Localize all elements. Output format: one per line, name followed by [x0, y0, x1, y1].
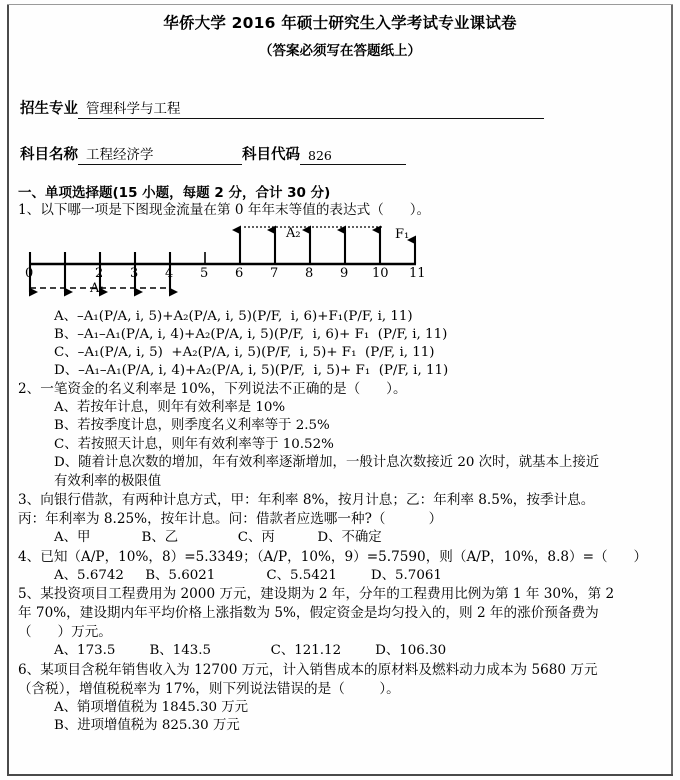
- tick-label-0: 0: [25, 265, 34, 281]
- question-2-option-c: C、若按照天计息，则年有效利率等于 10.52%: [54, 436, 334, 452]
- tick-label-9: 9: [340, 265, 349, 281]
- major-value: 管理科学与工程: [78, 97, 544, 119]
- field-row-subject: [16, 143, 664, 165]
- question-3-stem-cont: 丙：年利率为 8.25%，按年计息。问：借款者应选哪一种?（ ）: [18, 511, 443, 528]
- tick-label-6: 6: [235, 265, 244, 281]
- question-2-option-d-cont: 有效利率的极限值: [54, 473, 162, 489]
- tick-label-8: 8: [305, 265, 314, 281]
- subject-label: 科目名称: [20, 146, 78, 163]
- page-border-right: [671, 4, 673, 776]
- tick-label-5: 5: [200, 265, 209, 281]
- question-2-option-b: B、若按季度计息，则季度名义利率等于 2.5%: [54, 418, 330, 434]
- timeline-ticks: [30, 252, 415, 264]
- question-5-stem-cont: 年 70%，建设期内年平均价格上涨指数为 5%，假定资金是均匀投入的，则 2 年的涨价预备费为: [18, 605, 599, 622]
- label-inflow-a2: A₂: [286, 225, 301, 241]
- tick-label-2: 2: [95, 265, 104, 281]
- code-label: 科目代码: [242, 146, 300, 163]
- page-content: [16, 0, 664, 780]
- tick-label-7: 7: [270, 265, 279, 281]
- label-future-f1: F₁: [395, 226, 410, 242]
- code-value: 826: [300, 148, 406, 165]
- exam-subtitle: （答案必须写在答题纸上）: [259, 42, 421, 59]
- question-6-stem: 6、某项目含税年销售收入为 12700 万元，计入销售成本的原材料及燃料动力成本为 5680 万元: [18, 661, 598, 678]
- tick-label-3: 3: [130, 265, 139, 281]
- question-6-option-a: A、销项增值税为 1845.30 万元: [54, 699, 249, 715]
- cash-flow-timeline-svg: [16, 222, 436, 308]
- question-5-options: A、173.5 B、143.5 C、121.12 D、106.30: [54, 643, 447, 659]
- inflow-arrows: [240, 230, 380, 264]
- question-1-option-d: D、–A₁–A₁(P/A, i, 4)+A₂(P/A, i, 5)(P/F, i, 5)+ F₁ (P/F, i, 11): [54, 362, 449, 378]
- question-4-options: A、5.6742 B、5.6021 C、5.5421 D、5.7061: [54, 567, 442, 583]
- page-border-left: [7, 4, 9, 776]
- label-outflow-a1: A₁: [90, 280, 105, 296]
- field-row-major: [16, 97, 664, 119]
- tick-label-4: 4: [165, 265, 174, 281]
- exam-title: 华侨大学 2016 年硕士研究生入学考试专业课试卷: [163, 14, 517, 32]
- timeline-period-labels: [25, 266, 426, 281]
- tick-label-10: 10: [372, 265, 389, 281]
- question-3-stem: 3、向银行借款，有两种计息方式，甲：年利率 8%，按月计息；乙：年利率 8.5%，按季计息。: [18, 492, 595, 509]
- question-6-stem-cont: （含税），增值税税率为 17%，则下列说法错误的是（ ）。: [18, 680, 400, 697]
- series-labels: [89, 226, 409, 296]
- question-2-option-d: D、随着计息次数的增加，年有效利率逐渐增加，一般计息次数接近 20 次时，就基本上接近: [54, 455, 600, 471]
- cash-flow-diagram: [16, 222, 664, 308]
- question-4-stem: 4、已知（A/P，10%，8）=5.3349；（A/P，10%，9）=5.7590，则（A/P，10%，8.8）=（ ）: [18, 548, 648, 565]
- major-label: 招生专业: [20, 100, 78, 117]
- question-1-stem: 1、以下哪一项是下图现金流量在第 0 年年末等值的表达式（ ）。: [18, 201, 431, 218]
- question-1-option-c: C、–A₁(P/A, i, 5) +A₂(P/A, i, 5)(P/F, i, 5)+ F₁ (P/F, i, 11): [54, 344, 435, 360]
- question-3-options: A、甲 B、乙 C、丙 D、不确定: [54, 530, 382, 546]
- tick-label-11: 11: [409, 265, 426, 281]
- question-2-option-a: A、若按年计息，则年有效利率是 10%: [54, 399, 286, 415]
- question-1-option-a: A、–A₁(P/A, i, 5)+A₂(P/A, i, 5)(P/F, i, 6)+F₁(P/F, i, 11): [54, 308, 413, 324]
- question-2-stem: 2、一笔资金的名义利率是 10%，下列说法不正确的是（ ）。: [18, 380, 407, 397]
- question-1-option-b: B、–A₁–A₁(P/A, i, 4)+A₂(P/A, i, 5)(P/F, i, 6)+ F₁ (P/F, i, 11): [54, 326, 448, 342]
- question-5-stem: 5、某投资项目工程费用为 2000 万元，建设期为 2 年，分年的工程费用比例为第 1 年 30%，第 2: [18, 586, 615, 603]
- question-5-stem-cont2: （ ）万元。: [18, 624, 112, 641]
- subject-value: 工程经济学: [78, 143, 242, 165]
- question-6-option-b: B、进项增值税为 825.30 万元: [54, 718, 240, 734]
- section-heading: 一、单项选择题(15 小题，每题 2 分，合计 30 分): [18, 184, 331, 201]
